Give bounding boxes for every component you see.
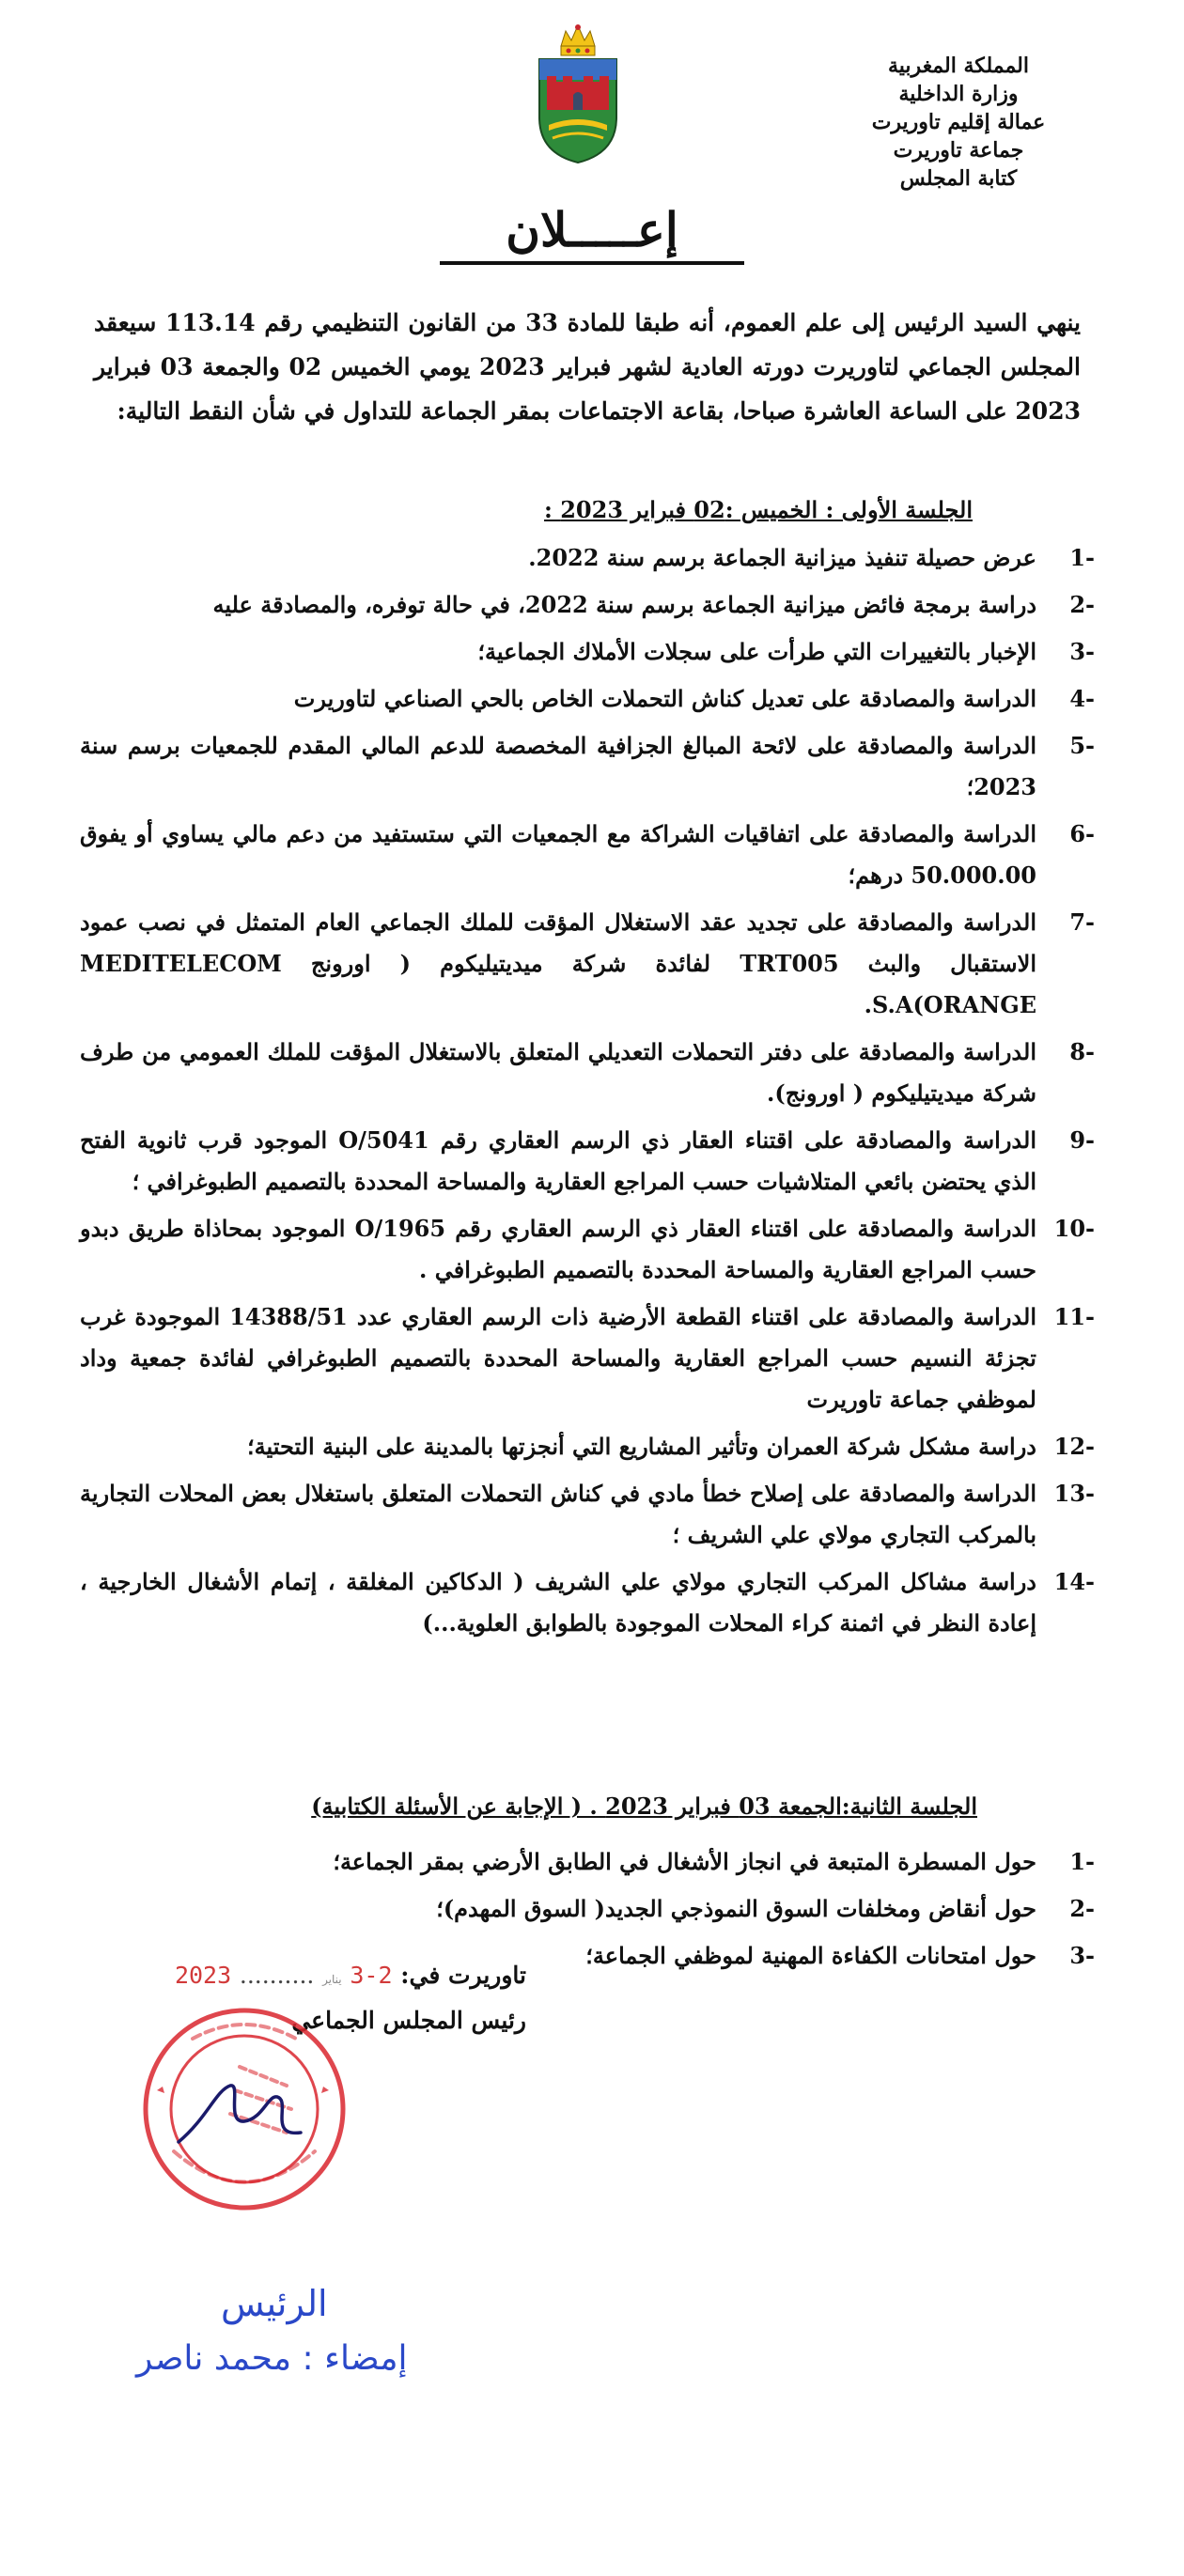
signature-title: الرئيس [221,2283,328,2324]
header-line-council-secretariat: كتابة المجلس [899,166,1018,191]
document-title [0,202,1184,257]
agenda-item-number: -11 [1053,1303,1095,1330]
session-one-heading: الجلسة الأولى : الخميس :02 فبراير 2023 : [544,496,973,523]
agenda-item-text: الدراسة والمصادقة على تعديل كناش التحملات الخاص بالحي الصناعي لتاوريرت [293,685,1036,712]
municipal-emblem-icon [526,23,630,164]
agenda-item [80,584,1095,626]
agenda-item [80,678,1095,720]
agenda-item [80,814,1095,896]
document-title-text: إعـــــلان [440,202,744,265]
agenda-item-text: عرض حصيلة تنفيذ ميزانية الجماعة برسم سنة 2022. [528,544,1036,571]
agenda-item-text: الدراسة والمصادقة على لائحة المبالغ الجزافية المخصصة للدعم المالي المقدم للجمعيات برسم سنة 2023؛ [80,732,1036,800]
date-dots: .......... [239,1962,315,1989]
agenda-item-number: -2 [1069,1895,1095,1922]
agenda-item-text: الدراسة والمصادقة على اقتناء العقار ذي الرسم العقاري رقم 1965/O الموجود بمحاذاة طريق دبدو حسب المراجع العقارية والمساحة المحددة بالتصميم الطبوغرافي . [80,1215,1037,1283]
council-head-title: رئيس المجلس الجماعي [291,2007,526,2034]
agenda-item-text: حول امتحانات الكفاءة المهنية لموظفي الجماعة؛ [585,1942,1036,1969]
agenda-item [80,1561,1095,1644]
session-one-agenda [80,537,1095,1650]
agenda-item-number: -4 [1069,685,1095,712]
agenda-item-number: -14 [1053,1568,1095,1595]
header-line-ministry: وزارة الداخلية [898,82,1019,106]
agenda-item-text: دراسة مشكل شركة العمران وتأثير المشاريع التي أنجزتها بالمدينة على البنية التحتية؛ [247,1433,1036,1460]
crown-icon [561,24,595,55]
agenda-item [155,1888,1095,1930]
agenda-item-number: -10 [1053,1215,1095,1242]
agenda-item-number: -2 [1069,591,1095,618]
agenda-item-number: -1 [1069,1848,1095,1875]
agenda-item [80,1120,1095,1203]
agenda-item-number: -9 [1069,1126,1095,1154]
letterhead [836,52,1081,193]
agenda-item-number: -6 [1069,820,1095,847]
agenda-item-number: -12 [1053,1433,1095,1460]
agenda-item [80,902,1095,1026]
agenda-item-number: -1 [1069,544,1095,571]
agenda-item [155,1841,1095,1883]
agenda-item [80,537,1095,579]
intro-paragraph: ينهي السيد الرئيس إلى علم العموم، أنه طبقا للمادة 33 من القانون التنظيمي رقم 113.14 سيعقد المجلس الجماعي لتاوريرت دورته العادية لشهر فبراير 2023 يومي الخميس 02 والجمعة 03 فبراير 2023 على الساعة العاشرة صباحا، بقاعة الاجتماعات بمقر الجماعة للتداول في شأن النقط التالية: [94,309,1081,425]
header-line-prefecture: عمالة إقليم تاوريرت [871,110,1046,134]
printed-month: يناير [322,1973,342,1986]
agenda-item-text: الدراسة والمصادقة على دفتر التحملات التعديلي المتعلق بالاستغلال المؤقت للملك العمومي من طرف شركة ميديتيليكوم ( اورونج). [80,1038,1036,1107]
header-line-commune: جماعة تاوريرت [893,138,1024,163]
agenda-item-text: دراسة برمجة فائض ميزانية الجماعة برسم سنة 2022، في حالة توفره، والمصادقة عليه [212,591,1036,618]
agenda-item-text: الدراسة والمصادقة على اقتناء القطعة الأرضية ذات الرسم العقاري عدد 14388/51 الموجودة غرب تجزئة النسيم حسب المراجع العقارية والمساحة المحددة بالتصميم الطبوغرافي لفائدة جمعية وداد لموظفي جماعة تاوريرت [80,1303,1036,1413]
agenda-item-text: الدراسة والمصادقة على اقتناء العقار ذي الرسم العقاري رقم 5041/O الموجود قرب ثانوية الفتح الذي يحتضن بائعي المتلاشيات حسب المراجع العقارية والمساحة المحددة بالتصميم الطبوغرافي ؛ [80,1126,1036,1195]
session-two-heading: الجلسة الثانية:الجمعة 03 فبراير 2023 . ( الإجابة عن الأسئلة الكتابية) [311,1792,977,1820]
agenda-item-text: الدراسة والمصادقة على تجديد عقد الاستغلال المؤقت للملك الجماعي العام المتمثل في نصب عمود الاستقبال والبث TRT005 لفائدة شركة ميديتيليكوم ( اورونج MEDITELECOM S.A(ORANGE. [80,908,1036,1018]
agenda-item-number: -13 [1053,1480,1095,1507]
date-line [175,1962,526,1989]
agenda-item-number: -8 [1069,1038,1095,1065]
signature-name: إمضاء : محمد ناصر [136,2339,408,2378]
official-stamp-icon [136,2001,352,2217]
agenda-item [80,1032,1095,1114]
handwritten-year: 2023 [174,1962,232,1989]
agenda-item-text: الدراسة والمصادقة على إصلاح خطأ مادي في كناش التحملات المتعلق باستغلال بعض المحلات التجارية بالمركب التجاري مولاي علي الشريف ؛ [80,1480,1036,1548]
header-line-kingdom: المملكة المغربية [888,54,1029,78]
agenda-item [80,1296,1095,1420]
agenda-item-number: -7 [1069,908,1095,936]
agenda-item [80,1473,1095,1556]
handwritten-day: 2-3 [350,1962,393,1989]
agenda-item [80,725,1095,808]
agenda-item [80,1426,1095,1467]
agenda-item-text: دراسة مشاكل المركب التجاري مولاي علي الشريف ( الدكاكين المغلقة ، إتمام الأشغال الخارجية ، إعادة النظر في اثمنة كراء المحلات الموجودة بالطوابق العلوية...) [80,1568,1036,1637]
agenda-item [80,1208,1095,1291]
agenda-item-number: -3 [1069,1942,1095,1969]
agenda-item-text: الدراسة والمصادقة على اتفاقيات الشراكة مع الجمعيات التي ستستفيد من دعم مالي يساوي أو يفوق 50.000.00 درهم؛ [80,820,1036,889]
agenda-item-text: حول المسطرة المتبعة في انجاز الأشغال في الطابق الأرضي بمقر الجماعة؛ [333,1848,1036,1875]
agenda-item [80,631,1095,673]
agenda-item-text: حول أنقاض ومخلفات السوق النموذجي الجديد( السوق المهدم)؛ [436,1895,1036,1922]
place-prefix: تاوريرت في: [400,1962,526,1989]
signature-icon [179,2086,301,2142]
agenda-item-text: الإخبار بالتغييرات التي طرأت على سجلات الأملاك الجماعية؛ [477,638,1036,665]
agenda-item-number: -3 [1069,638,1095,665]
agenda-item-number: -5 [1069,732,1095,759]
